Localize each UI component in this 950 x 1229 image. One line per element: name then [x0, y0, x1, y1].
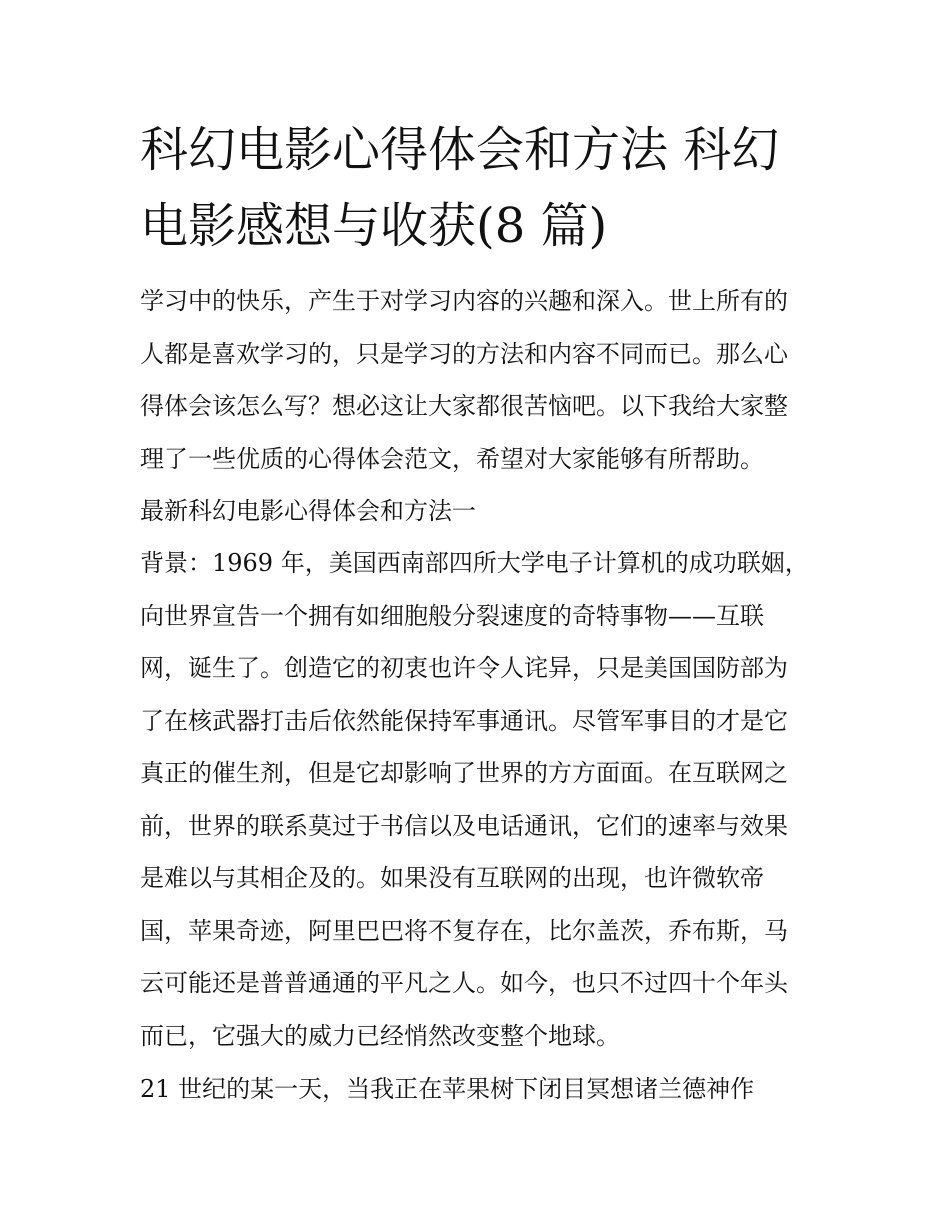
- document-title: [140, 112, 820, 264]
- text-line: 云可能还是普普通通的平凡之人。如今，也只不过四十个年头: [140, 969, 788, 997]
- intro-paragraph: [140, 275, 820, 538]
- text-line: 理了一些优质的心得体会范文，希望对大家能够有所帮助。: [140, 444, 764, 473]
- text-line: 前，世界的联系莫过于书信以及电话通讯，它们的速率与效果: [140, 811, 788, 840]
- text-line: 得体会该怎么写？想必这让大家都很苦恼吧。以下我给大家整: [140, 392, 788, 420]
- text-line: 真正的催生剂，但是它却影响了世界的方方面面。在互联网之: [140, 759, 788, 787]
- body-paragraph-1: [140, 537, 820, 1062]
- title-line: 科幻电影心得体会和方法 科幻: [140, 122, 780, 178]
- section-heading: 最新科幻电影心得体会和方法一: [140, 497, 476, 525]
- title-line: 电影感想与收获(8 篇): [140, 198, 608, 254]
- text-line: 了在核武器打击后依然能保持军事通讯。尽管军事目的才是它: [140, 706, 788, 735]
- text-line: 是难以与其相企及的。如果没有互联网的出现，也许微软帝: [140, 864, 764, 892]
- text-line: 向世界宣告一个拥有如细胞般分裂速度的奇特事物——互联: [140, 601, 764, 630]
- text-line: 国，苹果奇迹，阿里巴巴将不复存在，比尔盖茨，乔布斯，马: [140, 916, 788, 945]
- text-line: 学习中的快乐，产生于对学习内容的兴趣和深入。世上所有的: [140, 287, 788, 315]
- text-line: 而已，它强大的威力已经悄然改变整个地球。: [140, 1021, 620, 1050]
- text-line: 网，诞生了。创造它的初衷也许令人诧异，只是美国国防部为: [140, 654, 788, 682]
- text-line: 背景：1969 年，美国西南部四所大学电子计算机的成功联姻，: [140, 549, 809, 577]
- text-line: 人都是喜欢学习的，只是学习的方法和内容不同而已。那么心: [140, 339, 788, 368]
- text-line: 21 世纪的某一天，当我正在苹果树下闭目冥想诸兰德神作: [140, 1075, 755, 1103]
- body-paragraph-2: [140, 1063, 820, 1116]
